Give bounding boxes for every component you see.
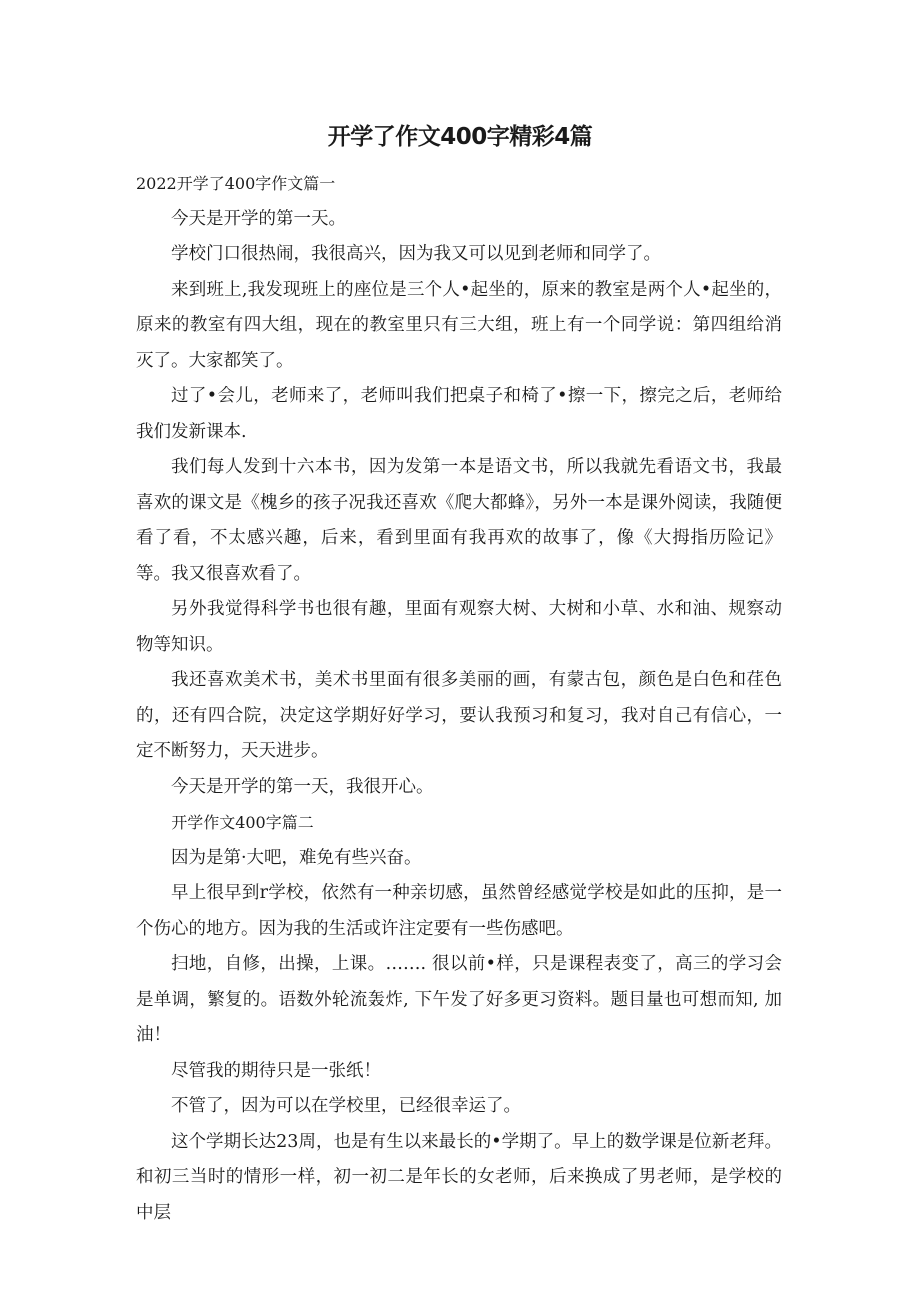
- paragraph: 不管了，因为可以在学校里，已经很幸运了。: [171, 1096, 521, 1116]
- paragraph: 我还喜欢美术书，美术书里面有很多美丽的画，有蒙古包，颜色是白色和荏色的，还有四合院，决定这学期好好学习，要认我预习和复习，我对自己有信心，一定不断努力，天天进步。: [136, 670, 782, 761]
- document-title: 开学了作文400字精彩4篇: [327, 124, 593, 150]
- section-heading: 开学作文400字篇二: [171, 813, 314, 832]
- document-body: [136, 166, 782, 1231]
- paragraph: 今天是开学的第一天。: [171, 208, 346, 229]
- paragraph: 早上很早到r学校，依然有一种亲切感，虽然曾经感觉学校是如此的压抑，是一个伤心的地方。因为我的生活或许注定要有一些伤感吧。: [136, 883, 782, 939]
- paragraph: 来到班上,我发现班上的座位是三个人•起坐的，原来的教室是两个人•起坐的，原来的教室有四大组，现在的教室里只有三大组，班上有一个同学说：第四组给消灭了。大家都笑了。: [136, 279, 782, 371]
- section-heading: 2022开学了400字作文篇一: [136, 174, 336, 193]
- paragraph: 扫地，自修，出操，上课。……. 很以前•样，只是课程表变了，高三的学习会是单调，繁复的。语数外轮流轰炸, 下午发了好多更习资料。题目量也可想而知, 加油！: [136, 954, 782, 1045]
- paragraph: 另外我觉得科学书也很有趣，里面有观察大树、大树和小草、水和油、规察动物等知识。: [136, 599, 782, 655]
- paragraph: 过了•会儿，老师来了，老师叫我们把桌子和椅了•擦一下，擦完之后，老师给我们发新课本.: [136, 386, 782, 442]
- paragraph: 今天是开学的第一天，我很开心。: [171, 776, 434, 797]
- paragraph: 学校门口很热闹，我很高兴，因为我又可以见到老师和同学了。: [171, 244, 661, 264]
- paragraph: 尽管我的期待只是一张纸！: [171, 1060, 381, 1081]
- paragraph: 我们每人发到十六本书，因为发第一本是语文书，所以我就先看语文书，我最喜欢的课文是《槐乡的孩子况我还喜欢《爬大都蜂》，另外一本是课外阅读，我随便看了看，不太感兴趣，后来，看到里面有我再欢的故事了，像《大拇指历险记》等。我又很喜欢看了。: [136, 457, 782, 584]
- paragraph: 这个学期长达23周，也是有生以来最长的•学期了。早上的数学课是位新老拜。和初三当时的情形一样，初一初二是年长的女老师，后来换成了男老师，是学校的中层: [136, 1131, 782, 1223]
- paragraph: 因为是第·大吧，难免有些兴奋。: [171, 847, 422, 868]
